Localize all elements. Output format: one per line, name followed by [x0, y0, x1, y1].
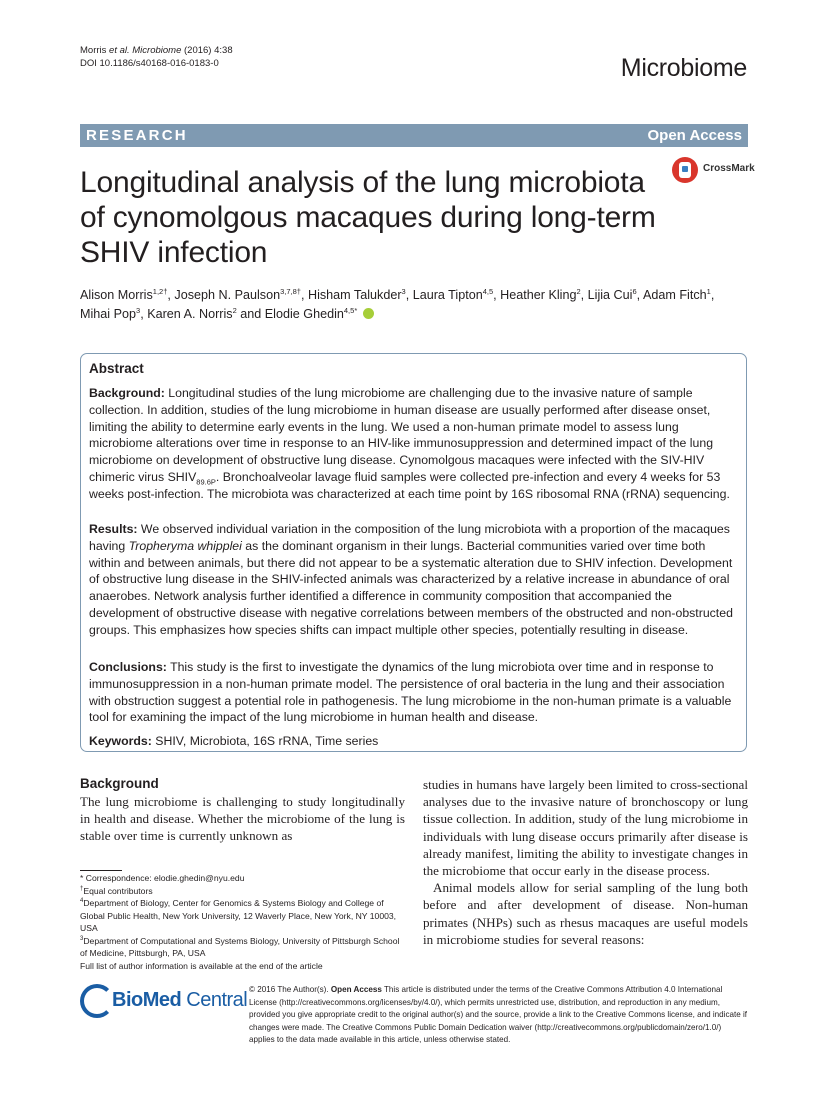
author-list: [80, 286, 750, 324]
correspondence[interactable]: * Correspondence: elodie.ghedin@nyu.edu: [80, 873, 245, 883]
citation-header: [80, 44, 233, 70]
journal-title: Microbiome: [620, 54, 747, 82]
author: Hisham Talukder$^3$,: [307, 286, 413, 302]
body-paragraph: The lung microbiome is challenging to study longitudinally in health and disease. Whether the microbiome of the lung is stable over time is currently unknown as: [80, 794, 405, 844]
author: Heather Kling$^2$,: [500, 286, 588, 302]
full-author-info-note: Full list of author information is available at the end of the article: [80, 960, 323, 971]
equal-contributors: †Equal contributors: [80, 885, 153, 896]
abstract-results: Results: We observed individual variation in the composition of the lung microbiota with a proportion of the macaques having Tropheryma whipplei as the dominant organism in their lungs. Bacterial communities varied over time both within and between animals, but there did not appear to be a systematic alteration due to SHIV infection. Development of obstructive lung disease in the SHIV-infected animals was characterized by a relative increase in abundance of oral anaerobes. Network analysis further identified a difference in community composition that accompanied the development of obstructive disease with negative correlations between members of the obstructed and non-obstructed groups. This emphasizes how species shifts can impact multiple other species, potentially resulting in disease.: [89, 522, 733, 637]
article-type-banner: [80, 124, 748, 147]
section-heading-background: Background: [80, 776, 159, 791]
biomed-central-logo[interactable]: BioMed Central: [80, 984, 240, 1018]
affiliation-3: $^3$Department of Computational and Systems Biology, University of Pittsburgh School of Medicine, Pittsburgh, PA, USA: [80, 935, 400, 958]
abstract-conclusions: Conclusions: This study is the first to investigate the dynamics of the lung microbiota over time and in response to immunosuppression in a non-human primate model. The persistence of oral bacteria in the lung and their association with obstruction suggest a potential role in pathogenesis. The lung microbiome in the non-human primate is a valuable tool for examining the impact of the lung microbiome in human health and disease.: [89, 660, 732, 725]
crossmark-button[interactable]: [672, 157, 755, 185]
biomed-central-ring-icon: [80, 984, 114, 1018]
footnotes: [80, 872, 405, 972]
author: Joseph N. Paulson$^{3,7,8\dagger}$,: [174, 286, 308, 302]
author: Mihai Pop$^3$,: [80, 305, 148, 321]
abstract-heading: Abstract: [89, 361, 144, 376]
crossmark-label: CrossMark: [703, 163, 755, 174]
author: Elodie Ghedin$^{4,5*}$: [264, 305, 358, 321]
citation-line: Morris et al. Microbiome (2016) 4:38: [80, 45, 233, 56]
author: Laura Tipton$^{4,5}$,: [412, 286, 501, 302]
author: Alison Morris$^{1,2\dagger}$,: [80, 286, 175, 302]
body-column-2: [423, 776, 748, 948]
body-paragraph: Animal models allow for serial sampling of the lung both before and after development of disease. Non-human primates (NHPs) such as rhesus macaques are useful models in microbiome studies for several reasons:: [423, 880, 748, 947]
abstract-background: Background: Longitudinal studies of the lung microbiome are challenging due to the invasive nature of sample collection. In addition, studies of the lung microbiome in human disease are usually performed after disease onset, limiting the ability to determine early events in the lung. We used a non-human primate model to assess lung microbiome alterations over time in response to an HIV-like immunosuppression and determined impact of the lung microbiome on development of obstructive lung disease. Cynomolgous macaques were infected with the SIV-HIV chimeric virus $SHIV_{89.6P}$. Bronchoalveolar lavage fluid samples were collected pre-infection and every 4 weeks for 53 weeks post-infection. The microbiota was characterized at each time point by 16S ribosomal RNA (rRNA) sequencing.: [89, 386, 730, 501]
crossmark-icon: [672, 157, 698, 183]
footnote-divider: [80, 870, 122, 871]
article-title: Longitudinal analysis of the lung microbiota of cynomolgous macaques during long-term SHIV infection: [80, 166, 656, 269]
affiliation-4: $^4$Department of Biology, Center for Genomics & Systems Biology and College of Global Public Health, New York University, 12 Waverly Place, New York, NY 10003, USA: [80, 898, 397, 933]
article-type: RESEARCH: [86, 127, 188, 144]
orcid-icon[interactable]: [363, 308, 374, 319]
abstract-keywords: Keywords: SHIV, Microbiota, 16S rRNA, Time series: [89, 734, 379, 748]
author: Lijia Cui$^6$,: [587, 286, 643, 302]
doi[interactable]: DOI 10.1186/s40168-016-0183-0: [80, 58, 219, 69]
abstract-box: [80, 353, 747, 752]
license-statement: © 2016 The Author(s). Open Access This article is distributed under the terms of the Creative Commons Attribution 4.0 International License (http://creativecommons.org/licenses/by/4.0/), which permits unrestricted use, distribution, and reproduction in any medium, provided you give appropriate credit to the original author(s) and the source, provide a link to the Creative Commons license, and indicate if changes were made. The Creative Commons Public Domain Dedication waiver (http://creativecommons.org/publicdomain/zero/1.0/) applies to the data made available in this article, unless otherwise stated.: [249, 985, 748, 1044]
author: Karen A. Norris$^2$ and: [147, 305, 265, 321]
open-access-label: Open Access: [647, 127, 742, 144]
body-paragraph: studies in humans have largely been limited to cross-sectional analyses due to the invasive nature of bronchoscopy or lung tissue collection. In addition, study of the lung microbiome in individuals with lung disease occurs primarily after disease is already manifest, limiting the ability to investigate changes in the microbiome that occur early in the disease process.: [423, 777, 748, 879]
author: Adam Fitch$^1$,: [642, 286, 715, 302]
